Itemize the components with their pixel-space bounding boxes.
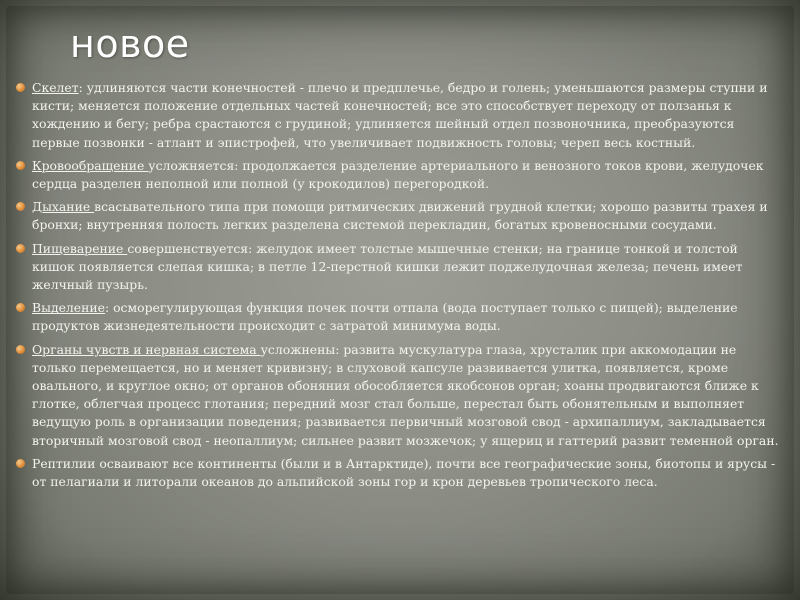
list-item xyxy=(14,157,784,193)
term-skeleton: Скелет xyxy=(32,80,79,95)
term-breathing: Дыхание xyxy=(32,199,95,215)
term-senses: Органы чувств и нервная система xyxy=(32,341,261,357)
item-text: усложнены: развита мускулатура глаза, хрусталик при аккомодации не только перемещается, но и меняет кривизну; в слуховой капсуле развивается улитка, появляется, кроме овального, и круглое окно; от органов обоняния обособляется якобсонов орган; хоаны продвигаются ближе к глотке, облегчая процесс глотания; передний мозг стал больше, перестал быть обонятельным и выполняет ведущую роль в организации поведения; развивается первичный мозговой свод - архипаллиум, закладывается вторичный мозговой свод - неопаллиум; сильнее развит мозжечок; у ящериц и гаттерий развит теменной орган. xyxy=(32,341,779,448)
list-item xyxy=(14,240,784,295)
item-text: Рептилии осваивают все континенты (были и в Антарктиде), почти все географические зоны, биотопы и ярусы - от пелагиали и литорали океанов до альпийской зоны гор и крон деревьев тропического леса. xyxy=(32,455,776,490)
term-circulation: Кровообращение xyxy=(32,157,149,173)
list-item xyxy=(14,79,784,152)
list-item xyxy=(14,299,784,335)
list-item xyxy=(14,341,784,450)
item-text: совершенствуется: желудок имеет толстые мышечные стенки; на границе тонкой и толстой кишок появляется слепая кишка; в петле 12-перстной кишки лежит поджелудочная железа; печень имеет желчный пузырь. xyxy=(32,240,743,293)
list-item xyxy=(14,198,784,234)
slide-title: новое xyxy=(70,22,190,66)
term-digestion: Пищеварение xyxy=(32,240,128,256)
bullet-dot-icon xyxy=(16,83,25,92)
bullet-dot-icon xyxy=(16,244,25,253)
bullet-dot-icon xyxy=(16,161,25,170)
list-item xyxy=(14,455,784,491)
term-excretion: Выделение xyxy=(32,300,105,316)
bullet-dot-icon xyxy=(16,303,25,312)
bullet-dot-icon xyxy=(16,202,25,211)
bullet-dot-icon xyxy=(16,345,25,354)
item-text: : осморегулирующая функция почек почти отпала (вода поступает только с пищей); выделение продуктов жизнедеятельности происходит с затратой минимума воды. xyxy=(32,300,738,334)
bullet-dot-icon xyxy=(16,459,25,468)
item-text: : удлиняются части конечностей - плечо и предплечье, бедро и голень; уменьшаются размеры ступни и кисти; меняется положение отдельных частей конечностей; все это способствует переходу от ползанья к хождению и бегу; ребра срастаются с грудиной; удлиняется шейный отдел позвоночника, преобразуются первые позвонки - атлант и эпистрофей, что увеличивает подвижность головы; череп весь костный. xyxy=(32,80,768,150)
item-text: всасывательного типа при помощи ритмических движений грудной клетки; хорошо развиты трахея и бронхи; внутренняя полость легких разделена системой перекладин, богатых кровеносными сосудами. xyxy=(32,199,768,233)
item-text: усложняется: продолжается разделение артериального и венозного токов крови, желудочек сердца разделен неполной или полной (у крокодилов) перегородкой. xyxy=(32,157,764,192)
bullet-list xyxy=(14,79,784,496)
